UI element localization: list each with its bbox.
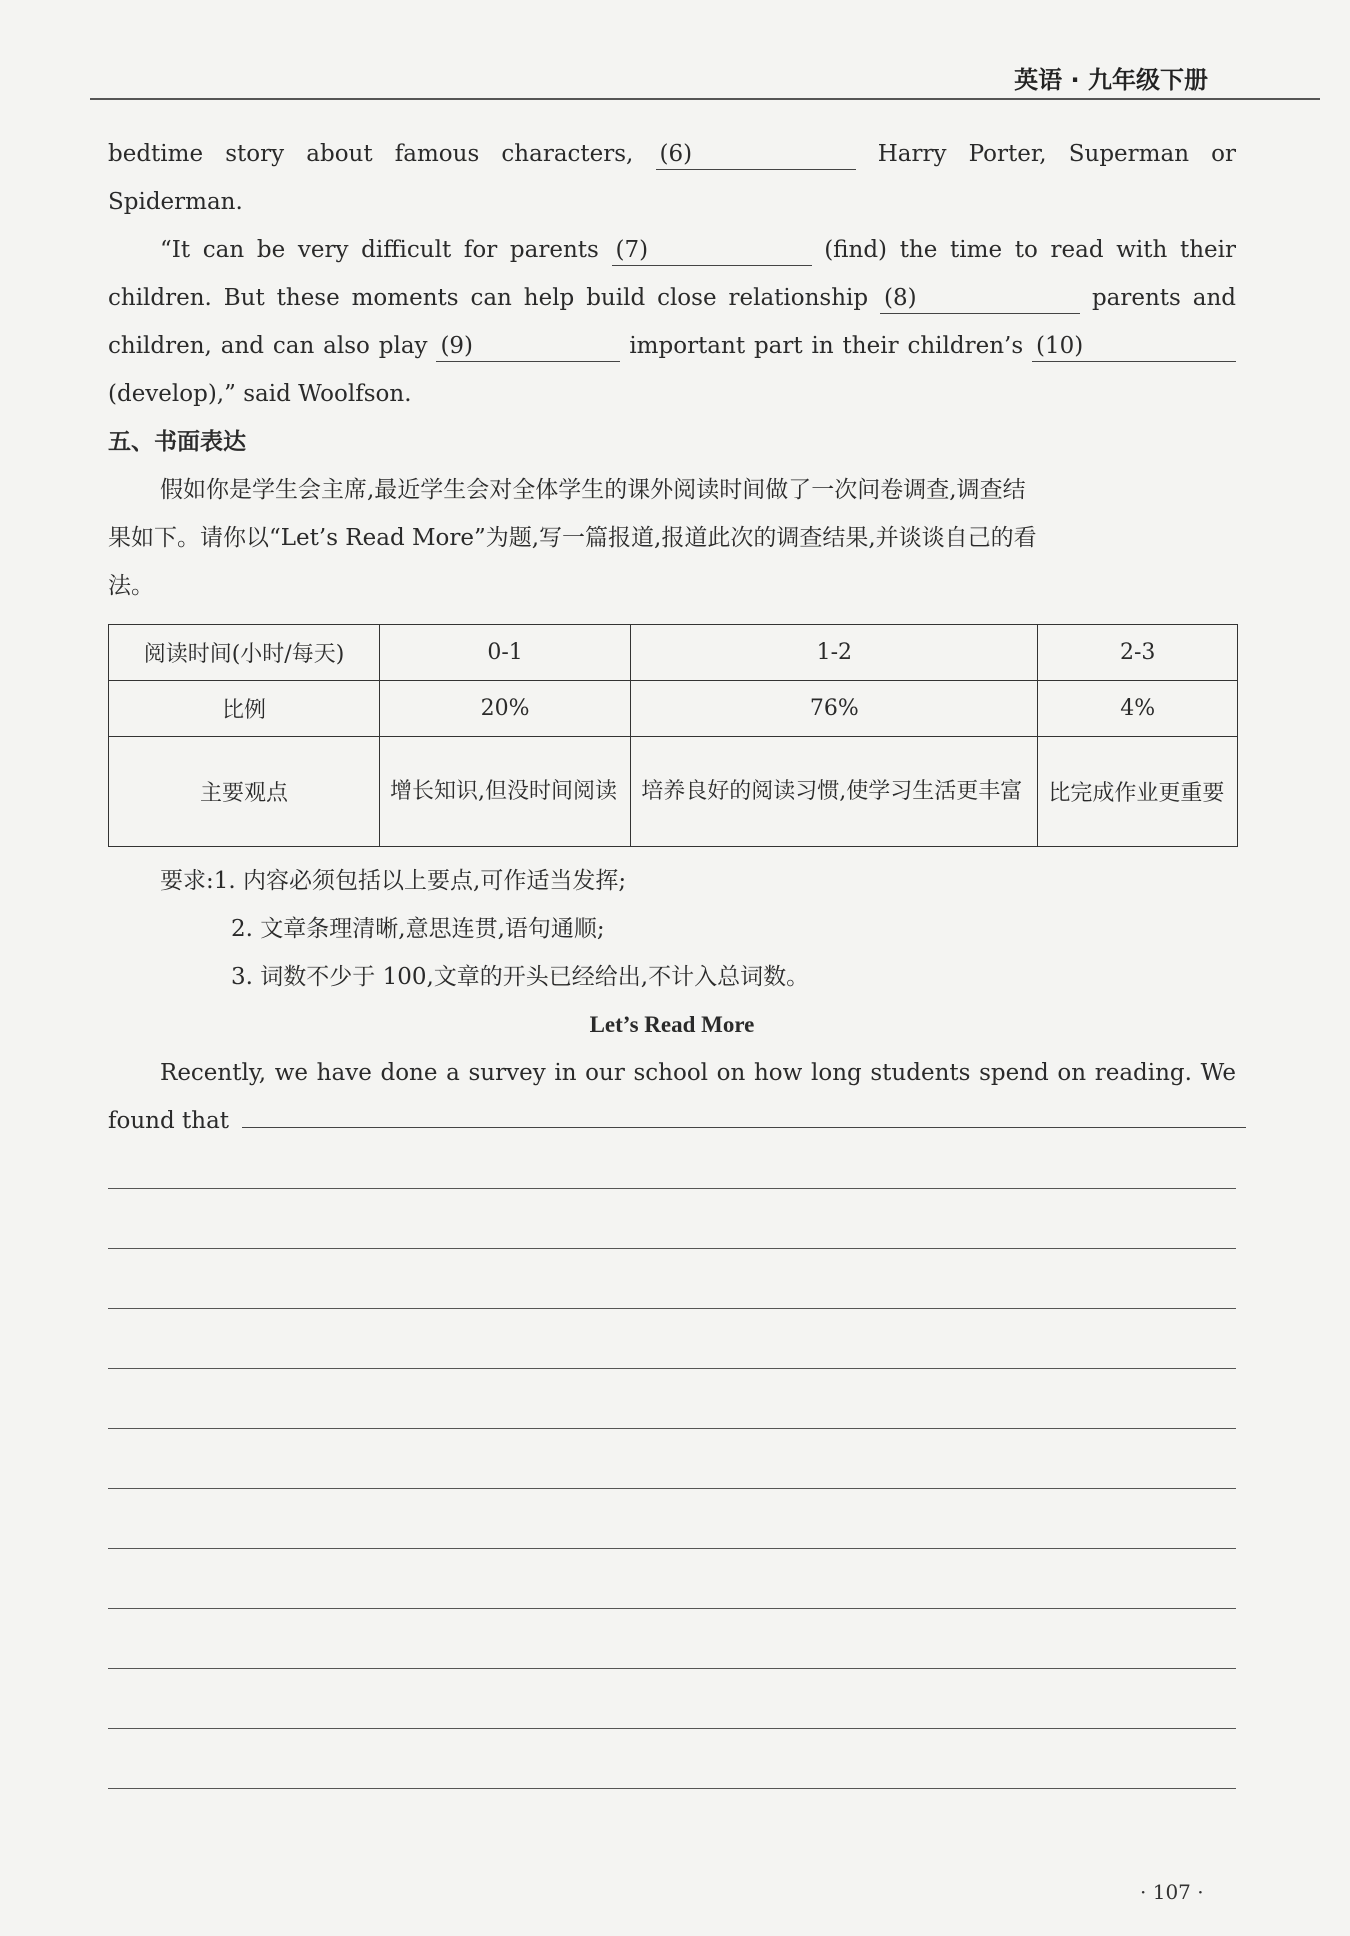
section-title: 五、书面表达	[108, 429, 246, 455]
writing-line[interactable]	[108, 1428, 1236, 1429]
table-row	[109, 625, 1238, 681]
passage-line-5: children, and can also play (9) important part in their children’s (10)	[108, 322, 1236, 370]
ratio-cell: 76%	[631, 681, 1038, 737]
view-cell: 增长知识,但没时间阅读	[380, 737, 631, 847]
views-label-cell: 主要观点	[109, 737, 380, 847]
blank-10[interactable]: (10)	[1032, 331, 1236, 362]
table-row	[109, 681, 1238, 737]
page-content	[108, 130, 1236, 1145]
ratio-cell: 4%	[1038, 681, 1238, 737]
page-number: · 107 ·	[1140, 1880, 1204, 1904]
prompt-line-2: 果如下。请你以“Let’s Read More”为题,写一篇报道,报道此次的调查结果,并谈谈自己的看	[108, 525, 1037, 551]
passage-line-1: bedtime story about famous characters, (6) Harry Porter, Superman or	[108, 130, 1236, 178]
writing-line[interactable]	[108, 1608, 1236, 1609]
writing-line[interactable]	[108, 1248, 1236, 1249]
article-opening-line-2: found that	[108, 1097, 1236, 1145]
table-row	[109, 737, 1238, 847]
blank-8[interactable]: (8)	[880, 283, 1080, 314]
passage-line-4: children. But these moments can help build close relationship (8) parents and	[108, 274, 1236, 322]
ratio-label-cell: 比例	[109, 681, 380, 737]
view-cell: 比完成作业更重要	[1038, 737, 1238, 847]
writing-line[interactable]	[108, 1368, 1236, 1369]
prompt-line-3: 法。	[108, 573, 154, 599]
column-1-2: 1-2	[631, 625, 1038, 681]
book-title: 英语 · 九年级下册	[1014, 66, 1208, 94]
writing-blank[interactable]	[242, 1097, 1246, 1128]
article-opening-line-1: Recently, we have done a survey in our school on how long students spend on reading. We	[160, 1060, 1236, 1086]
requirement-2: 2. 文章条理清晰,意思连贯,语句通顺;	[231, 916, 605, 942]
passage-line-2: Spiderman.	[108, 189, 243, 215]
writing-line[interactable]	[108, 1308, 1236, 1309]
passage-line-6: (develop),” said Woolfson.	[108, 381, 412, 407]
survey-table	[108, 624, 1238, 847]
blank-6[interactable]: (6)	[656, 139, 856, 170]
writing-line[interactable]	[108, 1188, 1236, 1189]
requirement-3: 3. 词数不少于 100,文章的开头已经给出,不计入总词数。	[231, 964, 810, 990]
page-header	[90, 52, 1320, 102]
column-2-3: 2-3	[1038, 625, 1238, 681]
view-cell: 培养良好的阅读习惯,使学习生活更丰富	[631, 737, 1038, 847]
column-0-1: 0-1	[380, 625, 631, 681]
prompt-line-1: 假如你是学生会主席,最近学生会对全体学生的课外阅读时间做了一次问卷调查,调查结	[160, 477, 1026, 503]
blank-7[interactable]: (7)	[612, 235, 812, 266]
writing-line[interactable]	[108, 1668, 1236, 1669]
ratio-cell: 20%	[380, 681, 631, 737]
writing-line[interactable]	[108, 1728, 1236, 1729]
writing-line[interactable]	[108, 1788, 1236, 1789]
requirement-1: 要求:1. 内容必须包括以上要点,可作适当发挥;	[160, 868, 627, 894]
header-rule	[90, 98, 1320, 100]
writing-line[interactable]	[108, 1488, 1236, 1489]
passage-line-3: “It can be very difficult for parents (7) (find) the time to read with their	[108, 226, 1236, 274]
header-label-cell: 阅读时间(小时/每天)	[109, 625, 380, 681]
writing-line[interactable]	[108, 1548, 1236, 1549]
article-title: Let’s Read More	[589, 1012, 755, 1037]
blank-9[interactable]: (9)	[436, 331, 620, 362]
